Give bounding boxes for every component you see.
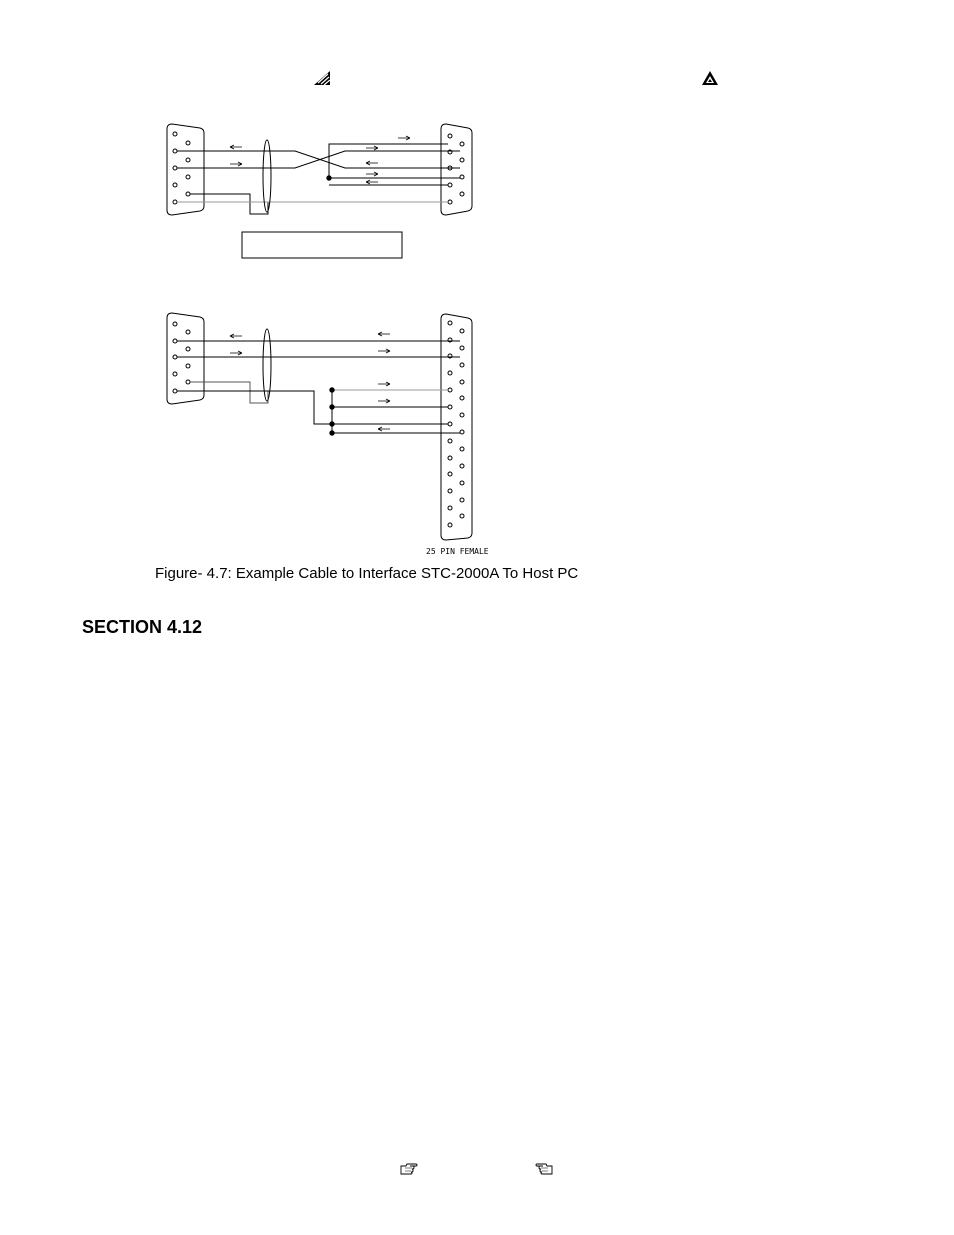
bottom-cable-shield [263, 329, 271, 401]
top-right-db9-connector [441, 124, 472, 215]
section-heading: SECTION 4.12 [82, 617, 203, 637]
bottom-left-db9-connector [167, 313, 204, 404]
cable-wiring-diagram [0, 0, 954, 570]
top-wire-rx [177, 151, 460, 168]
bottom-right-db25-connector [441, 314, 472, 540]
top-wire-rts [329, 144, 448, 178]
top-wire-gnd [190, 194, 268, 214]
top-label-box [242, 232, 402, 258]
top-right-connector-pins [448, 134, 464, 204]
pointing-hand-right-icon [400, 1163, 418, 1175]
connector-label-25-pin-female: 25 PIN FEMALE [426, 547, 489, 556]
figure-caption: Figure- 4.7: Example Cable to Interface STC-2000A To Host PC [155, 565, 579, 582]
bottom-direction-arrows [230, 332, 390, 431]
top-left-db9-connector [167, 124, 204, 215]
bottom-right-connector-pins [448, 321, 464, 527]
pointing-hand-left-icon [535, 1163, 553, 1175]
